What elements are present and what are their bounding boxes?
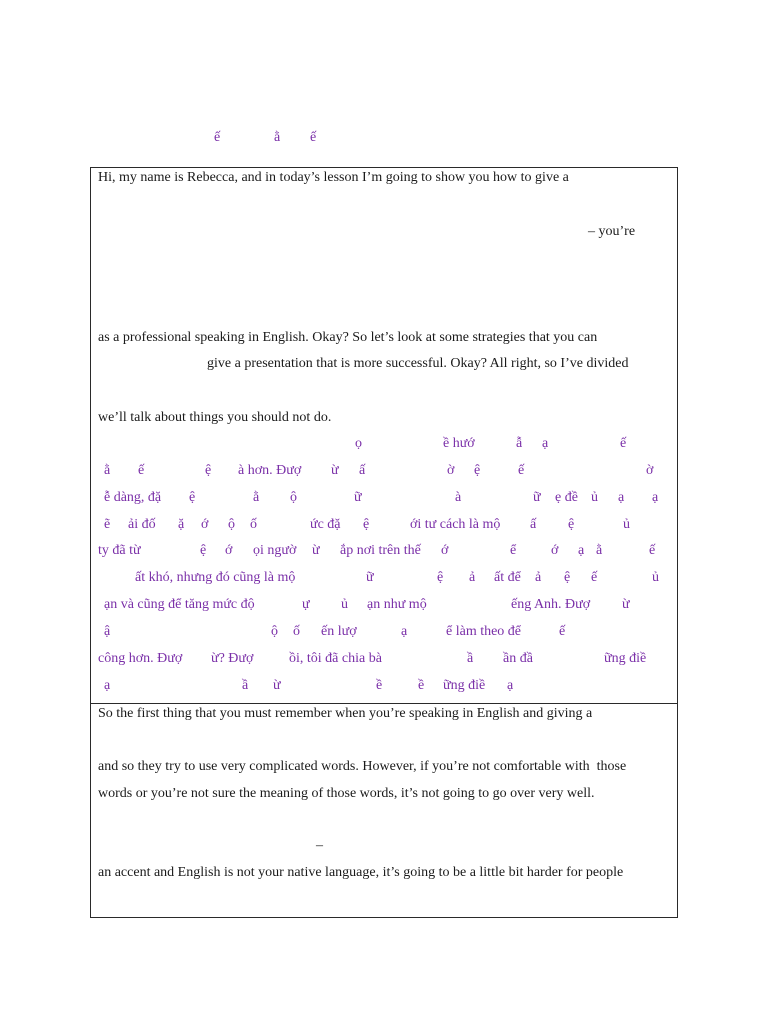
vietnamese-fragment: công hơn. Đượ bbox=[98, 651, 183, 666]
vietnamese-fragment: ế bbox=[518, 463, 525, 478]
vietnamese-fragment: ớ bbox=[201, 517, 209, 532]
vietnamese-fragment: ệ bbox=[363, 517, 370, 532]
vietnamese-fragment: ế bbox=[649, 543, 656, 558]
vietnamese-fragment: ẫ bbox=[516, 436, 523, 451]
vietnamese-fragment: ạn như mộ bbox=[367, 597, 427, 612]
vietnamese-fragment: ạ bbox=[578, 543, 585, 558]
vietnamese-fragment: ắp nơi trên thế bbox=[340, 543, 421, 558]
vietnamese-fragment: ằ bbox=[253, 490, 260, 505]
vietnamese-fragment: ặ bbox=[178, 517, 185, 532]
vietnamese-fragment: ự bbox=[302, 597, 310, 612]
vietnamese-fragment: ừ bbox=[622, 597, 630, 612]
vietnamese-fragment: ất khó, nhưng đó cũng là mộ bbox=[135, 570, 296, 585]
english-line: an accent and English is not your native language, it’s going to be a little bit harder for people bbox=[98, 865, 624, 880]
vietnamese-fragment: ằ bbox=[104, 463, 111, 478]
vietnamese-fragment: ệ bbox=[474, 463, 481, 478]
english-line: we’ll talk about things you should not do. bbox=[98, 410, 332, 425]
vietnamese-fragment: ậ bbox=[104, 624, 111, 639]
vietnamese-fragment: ệ bbox=[205, 463, 212, 478]
vietnamese-fragment: ừ bbox=[331, 463, 339, 478]
vietnamese-fragment: ế bbox=[138, 463, 145, 478]
vietnamese-fragment: ớ bbox=[225, 543, 233, 558]
vietnamese-fragment: ồi, tôi đã chia bà bbox=[289, 651, 382, 666]
vietnamese-fragment: à bbox=[455, 490, 462, 505]
vietnamese-fragment: ớ bbox=[441, 543, 449, 558]
vietnamese-fragment: ạ bbox=[401, 624, 408, 639]
vietnamese-fragment: ả bbox=[469, 570, 476, 585]
vietnamese-fragment: ế bbox=[620, 436, 627, 451]
vietnamese-fragment: ủ bbox=[652, 570, 659, 585]
vietnamese-fragment: ạ bbox=[542, 436, 549, 451]
english-line: as a professional speaking in English. Okay? So let’s look at some strategies that you can bbox=[98, 330, 598, 345]
vietnamese-fragment: ới tư cách là mộ bbox=[410, 517, 501, 532]
english-line: – you’re bbox=[588, 224, 636, 239]
vietnamese-fragment: ệ bbox=[200, 543, 207, 558]
vietnamese-fragment: ệ bbox=[568, 517, 575, 532]
vietnamese-fragment: ừ? Đượ bbox=[211, 651, 254, 666]
vietnamese-fragment: ề bbox=[418, 678, 425, 693]
vietnamese-fragment: ả bbox=[535, 570, 542, 585]
vietnamese-fragment: ến lượ bbox=[321, 624, 357, 639]
english-line: give a presentation that is more successful. Okay? All right, so I’ve divided bbox=[207, 356, 629, 371]
vietnamese-fragment: ững điề bbox=[443, 678, 486, 693]
vietnamese-fragment: ữ bbox=[366, 570, 374, 585]
vietnamese-fragment: ễ dàng, đặ bbox=[104, 490, 162, 505]
heading-fragment: ế bbox=[310, 130, 317, 145]
vietnamese-fragment: ẹ đề bbox=[555, 490, 578, 505]
vietnamese-fragment: ờ bbox=[646, 463, 654, 478]
english-line: words or you’re not sure the meaning of those words, it’s not going to go over very well. bbox=[98, 786, 595, 801]
vietnamese-fragment: ủ bbox=[623, 517, 630, 532]
vietnamese-fragment: à hơn. Đượ bbox=[238, 463, 302, 478]
vietnamese-fragment: ệ bbox=[564, 570, 571, 585]
vietnamese-fragment: ạ bbox=[618, 490, 625, 505]
vietnamese-fragment: ần đầ bbox=[503, 651, 533, 666]
english-line: Hi, my name is Rebecca, and in today’s lesson I’m going to show you how to give a bbox=[98, 170, 569, 185]
vietnamese-fragment: ố bbox=[293, 624, 300, 639]
vietnamese-fragment: ững điề bbox=[604, 651, 647, 666]
vietnamese-fragment: ờ bbox=[447, 463, 455, 478]
vietnamese-fragment: ẽ bbox=[104, 517, 111, 532]
page-title bbox=[0, 128, 768, 148]
vietnamese-fragment: ếng Anh. Đượ bbox=[511, 597, 591, 612]
vietnamese-fragment: ữ bbox=[533, 490, 541, 505]
vietnamese-fragment: ộ bbox=[228, 517, 235, 532]
vietnamese-fragment: ế bbox=[559, 624, 566, 639]
vietnamese-fragment: ủ bbox=[341, 597, 348, 612]
vietnamese-fragment: ọi ngườ bbox=[253, 543, 297, 558]
vietnamese-fragment: ệ bbox=[189, 490, 196, 505]
heading-fragment: ế bbox=[214, 130, 221, 145]
vietnamese-fragment: ất để bbox=[494, 570, 521, 585]
vietnamese-fragment: ạn và cũng để tăng mức độ bbox=[104, 597, 255, 612]
vietnamese-fragment: ủ bbox=[591, 490, 598, 505]
vietnamese-fragment: ải đố bbox=[128, 517, 156, 532]
vietnamese-fragment: ạ bbox=[507, 678, 514, 693]
vietnamese-fragment: ể bbox=[510, 543, 517, 558]
vietnamese-fragment: ty đã từ bbox=[98, 543, 141, 558]
vietnamese-fragment: ể làm theo để bbox=[446, 624, 522, 639]
vietnamese-fragment: ạ bbox=[652, 490, 659, 505]
vietnamese-fragment: ề hướ bbox=[443, 436, 475, 451]
vietnamese-fragment: ằ bbox=[596, 543, 603, 558]
vietnamese-fragment: ề bbox=[376, 678, 383, 693]
vietnamese-fragment: ế bbox=[591, 570, 598, 585]
vietnamese-fragment: ức đặ bbox=[310, 517, 341, 532]
vietnamese-fragment: ấ bbox=[530, 517, 537, 532]
vietnamese-fragment: ạ bbox=[104, 678, 111, 693]
english-line: So the first thing that you must remember when you’re speaking in English and giving a bbox=[98, 706, 593, 721]
vietnamese-fragment: ộ bbox=[271, 624, 278, 639]
vietnamese-fragment: ớ bbox=[551, 543, 559, 558]
vietnamese-fragment: ầ bbox=[467, 651, 474, 666]
vietnamese-fragment: ừ bbox=[273, 678, 281, 693]
vietnamese-fragment: ộ bbox=[290, 490, 297, 505]
vietnamese-fragment: ệ bbox=[437, 570, 444, 585]
vietnamese-fragment: ấ bbox=[359, 463, 366, 478]
vietnamese-fragment: ữ bbox=[354, 490, 362, 505]
english-line: – bbox=[316, 838, 323, 853]
vietnamese-fragment: ầ bbox=[242, 678, 249, 693]
vietnamese-fragment: ọ bbox=[355, 436, 362, 451]
english-line: and so they try to use very complicated words. However, if you’re not comfortable with those bbox=[98, 759, 627, 774]
heading-fragment: ằ bbox=[274, 130, 281, 145]
vietnamese-fragment: ố bbox=[250, 517, 257, 532]
vietnamese-fragment: ừ bbox=[312, 543, 320, 558]
